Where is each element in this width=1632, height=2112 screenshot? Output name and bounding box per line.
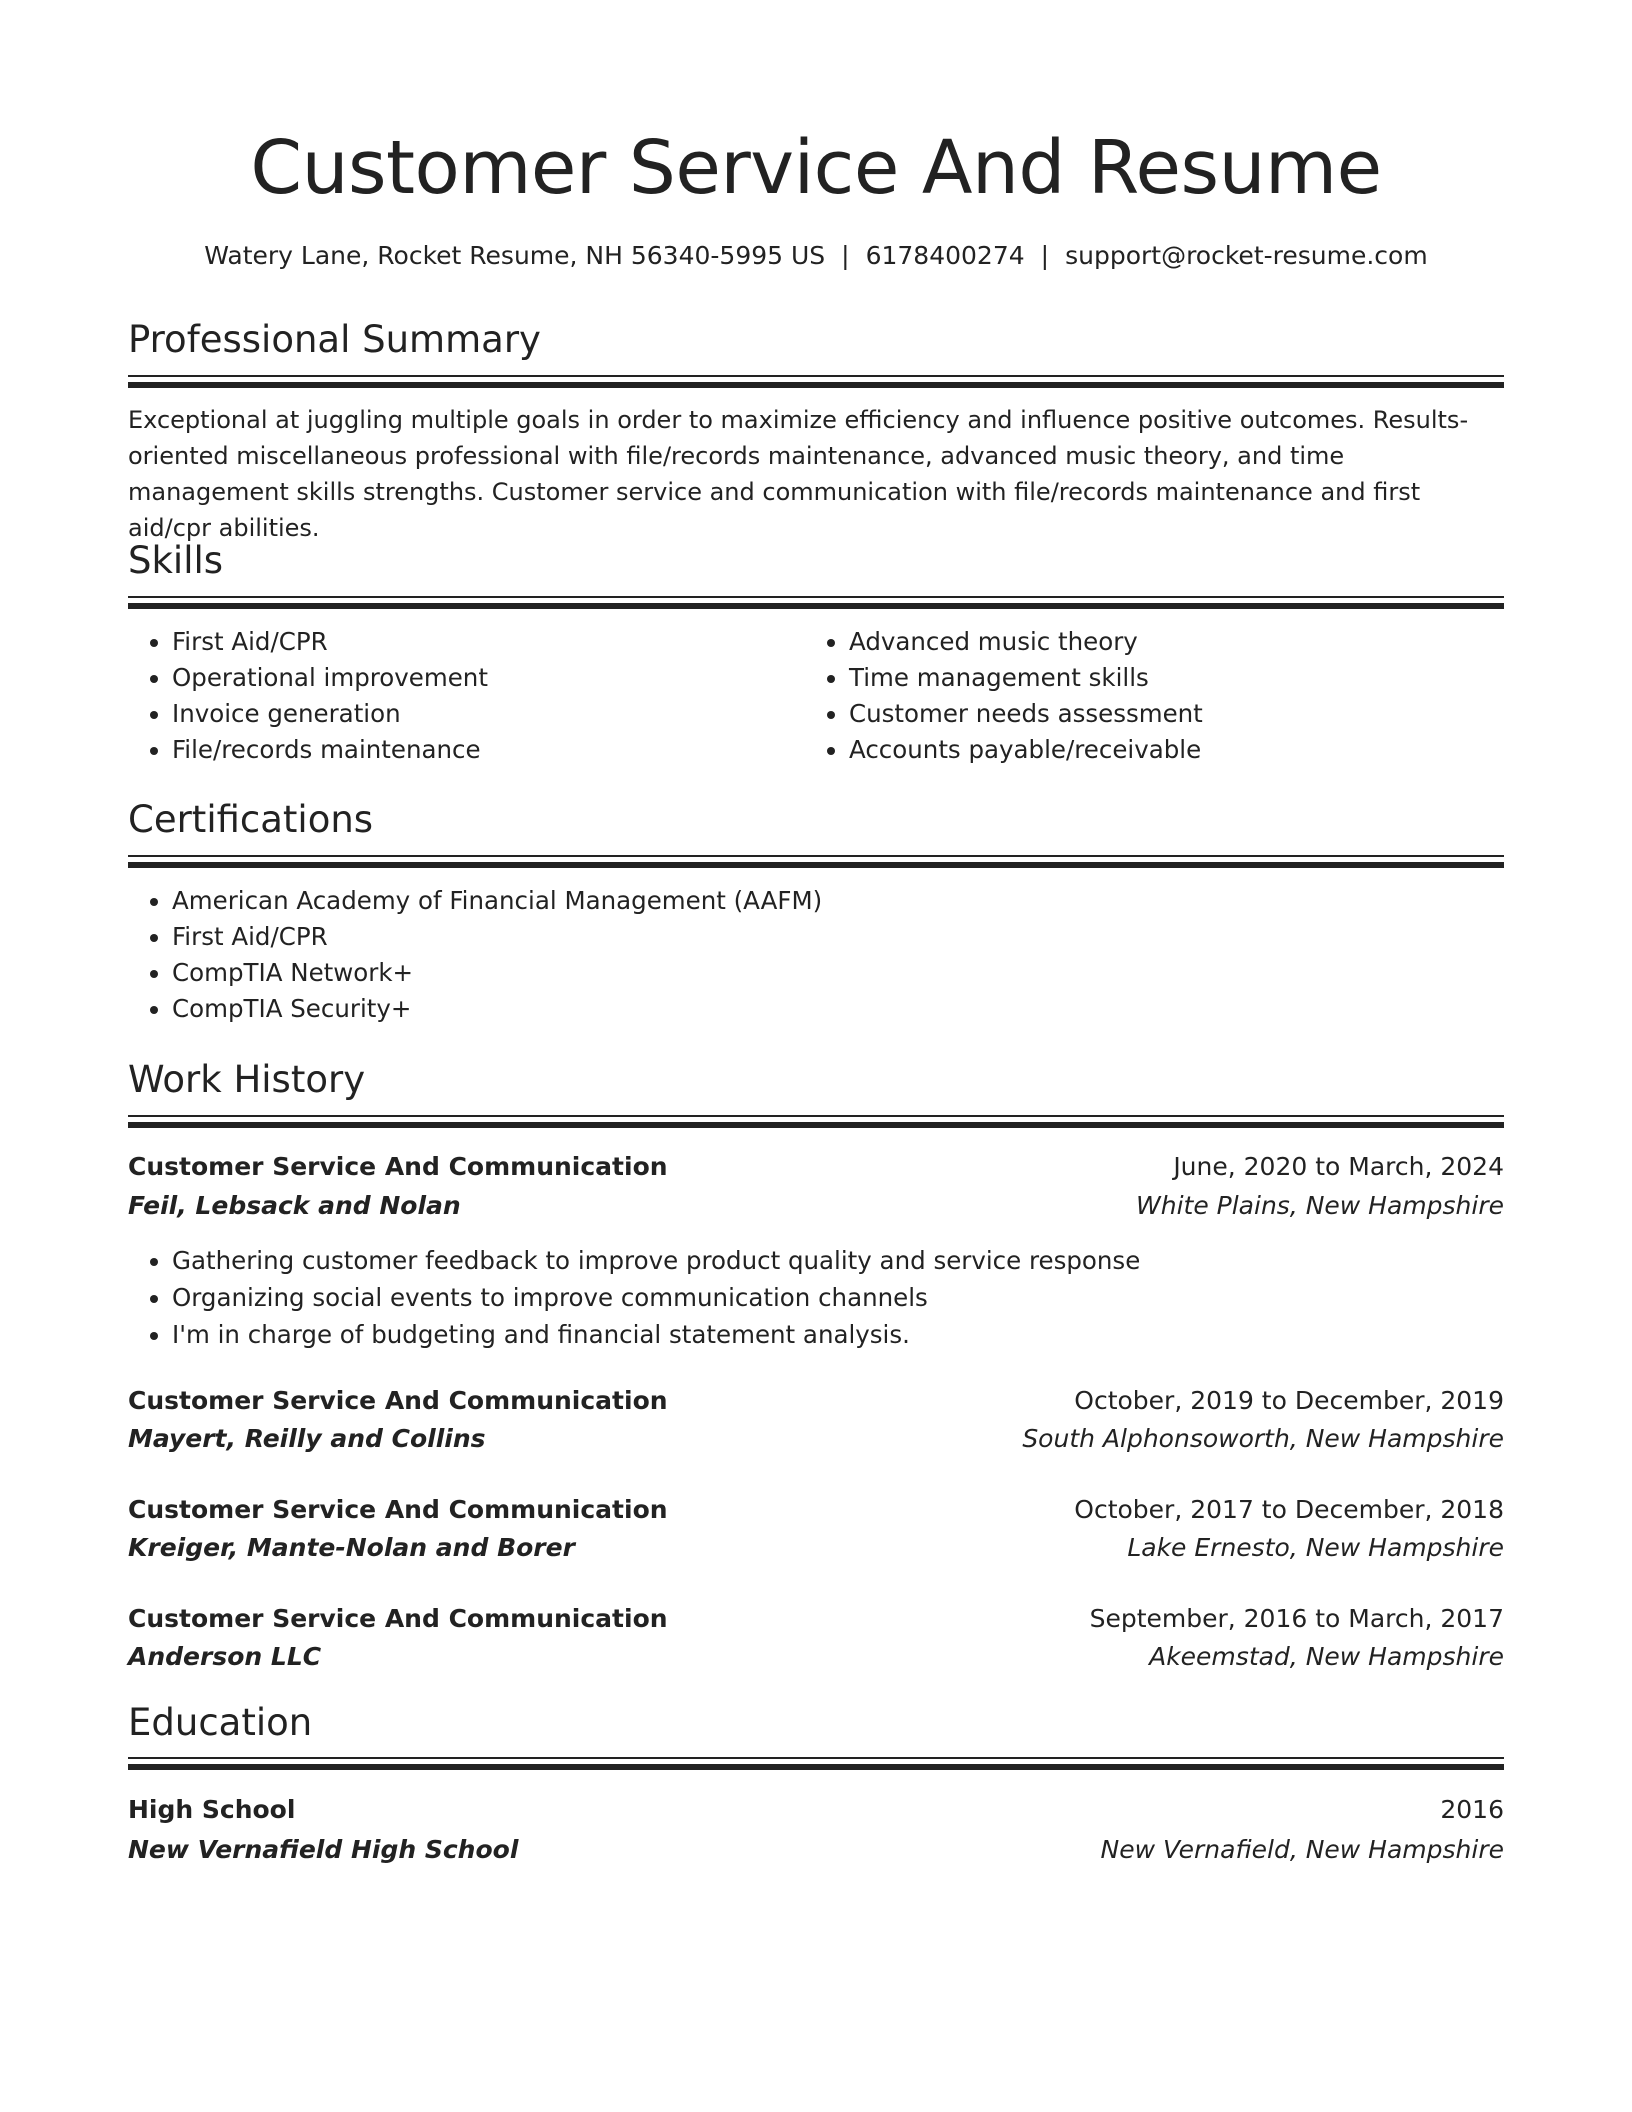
education-degree: High School [128, 1795, 296, 1824]
job-bullet: • Organizing social events to improve communication channels [172, 1279, 1472, 1316]
section-divider [128, 1115, 1504, 1128]
section-divider [128, 1757, 1504, 1770]
job-title: Customer Service And Communication [128, 1604, 668, 1633]
job-company: Anderson LLC [128, 1642, 322, 1671]
skill-item: • File/records maintenance [172, 732, 772, 768]
certification-item: • CompTIA Security+ [172, 991, 1472, 1027]
section-divider [128, 375, 1504, 388]
job-company: Feil, Lebsack and Nolan [128, 1191, 461, 1220]
job-company-row [128, 1528, 1504, 1568]
job-location: South Alphonsoworth, New Hampshire [1022, 1424, 1504, 1453]
job-location: Akeemstad, New Hampshire [1149, 1642, 1504, 1671]
job-company: Kreiger, Mante-Nolan and Borer [128, 1533, 575, 1562]
section-divider [128, 596, 1504, 609]
certification-item: • American Academy of Financial Management (AAFM) [172, 883, 1472, 919]
job-title: Customer Service And Communication [128, 1386, 668, 1415]
certification-item: • First Aid/CPR [172, 919, 1472, 955]
certification-item: • CompTIA Network+ [172, 955, 1472, 991]
contact-email: support@rocket-resume.com [1065, 241, 1428, 270]
job-dates: September, 2016 to March, 2017 [1089, 1604, 1504, 1633]
job-dates: October, 2017 to December, 2018 [1074, 1495, 1504, 1524]
skill-item: • First Aid/CPR [172, 624, 772, 660]
job-company: Mayert, Reilly and Collins [128, 1424, 486, 1453]
job-header-row [128, 1381, 1504, 1421]
job-dates: June, 2020 to March, 2024 [1173, 1152, 1504, 1181]
summary-text: Exceptional at juggling multiple goals in order to maximize efficiency and influence positive outcomes. Results-oriented miscellaneous professional with file/records maintenance, advanced music theory, and time management skills strengths. Customer service and communication with file/records maintenance and first aid/cpr abilities. [128, 406, 1469, 542]
skill-item: • Time management skills [849, 660, 1499, 696]
certifications-list [128, 883, 1472, 1027]
section-title-education: Education [128, 1701, 313, 1744]
job-header-row [128, 1490, 1504, 1530]
contact-separator: | [1040, 241, 1050, 270]
skill-item: • Operational improvement [172, 660, 772, 696]
section-divider [128, 855, 1504, 868]
contact-address: Watery Lane, Rocket Resume, NH 56340-5995 US [204, 241, 826, 270]
skills-list-right [805, 624, 1499, 768]
job-company-row [128, 1419, 1504, 1459]
contact-phone: 6178400274 [865, 241, 1025, 270]
education-school: New Vernafield High School [128, 1835, 519, 1864]
job-company-row [128, 1186, 1504, 1226]
contact-separator: | [841, 241, 850, 270]
section-title-certifications: Certifications [128, 798, 374, 841]
section-title-summary: Professional Summary [128, 318, 541, 361]
section-title-skills: Skills [128, 539, 224, 582]
skill-item: • Invoice generation [172, 696, 772, 732]
job-location: Lake Ernesto, New Hampshire [1127, 1533, 1504, 1562]
section-title-work-history: Work History [128, 1058, 366, 1101]
skills-list-left [128, 624, 772, 768]
skill-item: • Accounts payable/receivable [849, 732, 1499, 768]
job-title: Customer Service And Communication [128, 1495, 668, 1524]
job-bullet: • Gathering customer feedback to improve product quality and service response [172, 1242, 1472, 1279]
job-bullet: • I'm in charge of budgeting and financial statement analysis. [172, 1316, 1472, 1353]
skill-item: • Customer needs assessment [849, 696, 1499, 732]
contact-line [128, 238, 1504, 274]
job-company-row [128, 1637, 1504, 1677]
education-location: New Vernafield, New Hampshire [1100, 1835, 1504, 1864]
job-location: White Plains, New Hampshire [1136, 1191, 1504, 1220]
job-dates: October, 2019 to December, 2019 [1074, 1386, 1504, 1415]
education-year: 2016 [1440, 1795, 1504, 1824]
job-bullets [128, 1242, 1472, 1353]
resume-name: Customer Service And Resume [250, 125, 1382, 211]
skill-item: • Advanced music theory [849, 624, 1499, 660]
education-school-row [128, 1830, 1504, 1870]
job-header-row [128, 1147, 1504, 1187]
job-header-row [128, 1599, 1504, 1639]
job-title: Customer Service And Communication [128, 1152, 668, 1181]
education-header-row [128, 1790, 1504, 1830]
